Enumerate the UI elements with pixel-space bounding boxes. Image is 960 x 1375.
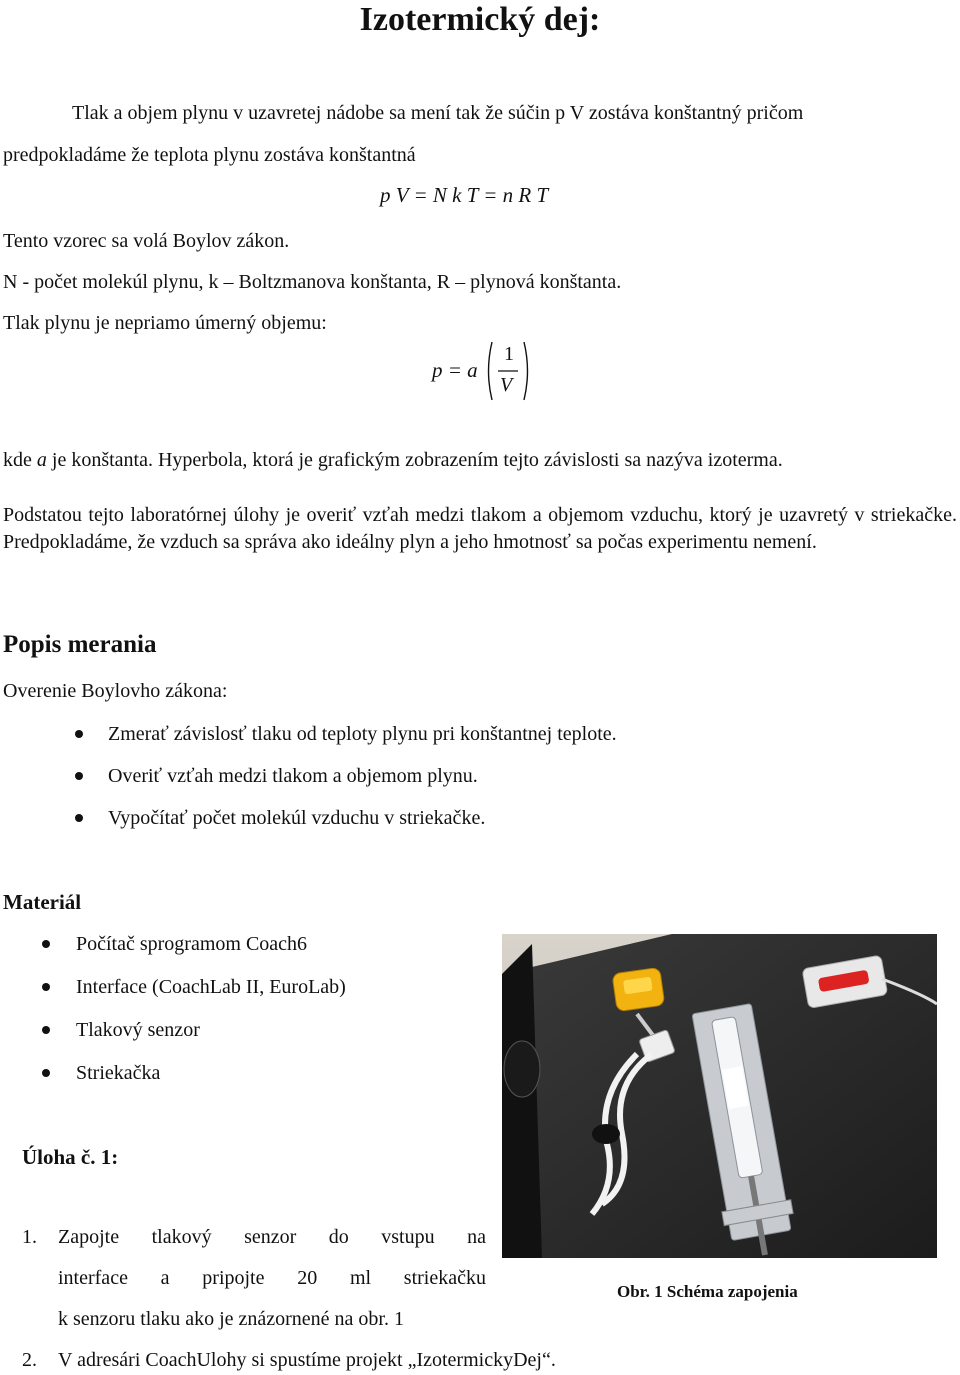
- measurement-heading: Popis merania: [3, 631, 157, 658]
- material-list: [42, 932, 346, 1104]
- intro-line-3: Tento vzorec sa volá Boylov zákon.: [3, 230, 290, 252]
- formula-numerator: 1: [504, 343, 514, 365]
- bullet-icon: [75, 730, 83, 738]
- step-1-line-2: interface a pripojte 20 ml striekačku: [58, 1267, 486, 1289]
- intro-line-2: predpokladáme že teplota plynu zostáva konštantná: [3, 144, 416, 166]
- apparatus-photo: [502, 934, 937, 1258]
- bullet-icon: [75, 814, 83, 822]
- intro-line-5: Tlak plynu je nepriamo úmerný objemu:: [3, 312, 327, 334]
- formula-lhs: p = a: [432, 358, 478, 382]
- list-item: Interface (CoachLab II, EuroLab): [42, 975, 346, 1018]
- list-item: Vypočítať počet molekúl vzduchu v striekačke.: [75, 806, 617, 848]
- step-1-number: 1.: [22, 1226, 37, 1248]
- intro-line-4: N - počet molekúl plynu, k – Boltzmanova konštanta, R – plynová konštanta.: [3, 271, 622, 293]
- formula-denominator: V: [500, 374, 513, 396]
- purpose-paragraph: Podstatou tejto laboratórnej úlohy je overiť vzťah medzi tlakom a objemom vzduchu, ktorý je uzavretý v striekačke. Predpokladáme, že vzduch sa správa ako ideálny plyn a jeho hmotnosť sa počas experimentu nemení.: [3, 504, 957, 553]
- step-2-text: V adresári CoachUlohy si spustíme projekt „IzotermickyDej“.: [58, 1349, 556, 1371]
- bullet-icon: [75, 772, 83, 780]
- bullet-icon: [42, 1026, 50, 1034]
- formula-pressure-volume: [432, 338, 532, 404]
- apparatus-illustration: [502, 934, 937, 1258]
- bullet-icon: [42, 1069, 50, 1077]
- step-2-number: 2.: [22, 1349, 37, 1371]
- list-item: Striekačka: [42, 1061, 346, 1104]
- intro-line-6: kde a je konštanta. Hyperbola, ktorá je grafickým zobrazením tejto závislosti sa nazýva izoterma.: [3, 449, 783, 471]
- page-title: Izotermický dej:: [359, 1, 601, 38]
- list-item: Počítač sprogramom Coach6: [42, 932, 346, 975]
- step-1-line-3: k senzoru tlaku ako je znázornené na obr. 1: [58, 1308, 404, 1330]
- bullet-icon: [42, 983, 50, 991]
- list-item: Tlakový senzor: [42, 1018, 346, 1061]
- intro-line-1: Tlak a objem plynu v uzavretej nádobe sa mení tak že súčin p V zostáva konštantný pričom: [72, 102, 804, 124]
- step-1-line-1: Zapojte tlakový senzor do vstupu na: [58, 1226, 486, 1248]
- list-item: Overiť vzťah medzi tlakom a objemom plynu.: [75, 764, 617, 806]
- bullet-icon: [42, 940, 50, 948]
- material-heading: Materiál: [3, 890, 82, 914]
- formula-ideal-gas: p V = N k T = n R T: [380, 183, 549, 207]
- figure-caption: Obr. 1 Schéma zapojenia: [617, 1282, 798, 1301]
- measurement-subheading: Overenie Boylovho zákona:: [3, 680, 228, 702]
- list-item: Zmerať závislosť tlaku od teploty plynu pri konštantnej teplote.: [75, 722, 617, 764]
- task-heading: Úloha č. 1:: [22, 1145, 119, 1169]
- measurement-goals-list: [75, 722, 617, 848]
